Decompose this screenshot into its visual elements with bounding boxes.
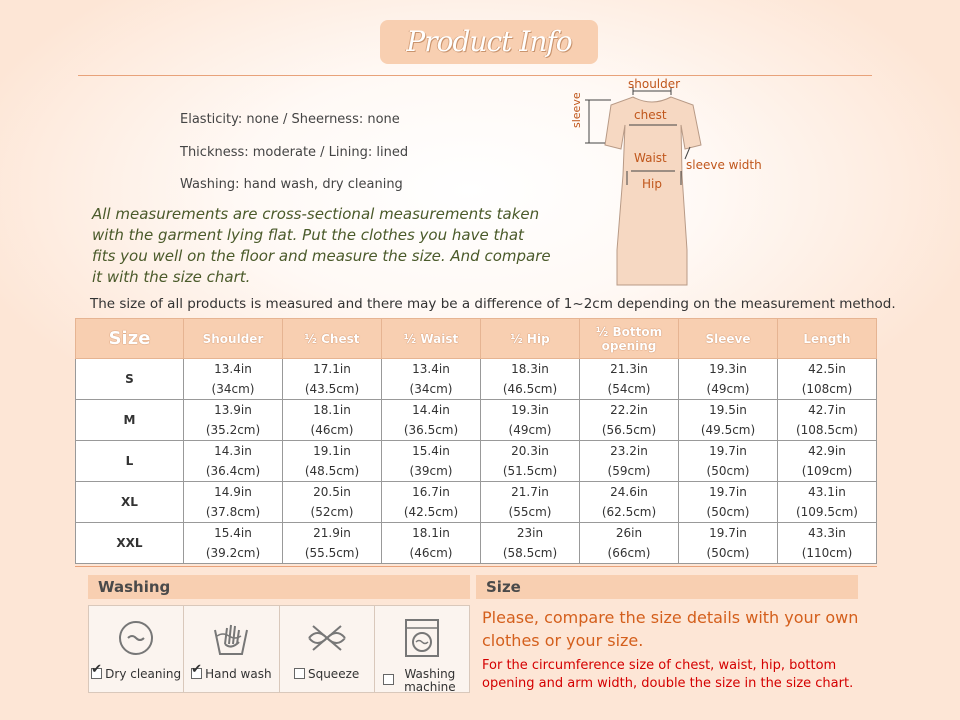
measure-cm: (46cm): [409, 546, 453, 560]
measure-cm: (36.4cm): [205, 464, 261, 478]
measure-inches: 26in: [615, 526, 643, 540]
measure-inches: 14.3in: [214, 444, 252, 458]
header-length: Length: [778, 319, 877, 359]
measure-cm: (55.5cm): [304, 546, 360, 560]
measurement-disclaimer: The size of all products is measured and there may be a difference of 1~2cm depending on the measurement method.: [90, 296, 896, 312]
measure-inches: 18.1in: [412, 526, 450, 540]
measure-inches: 42.5in: [808, 362, 846, 376]
measure-inches: 19.3in: [709, 362, 747, 376]
measure-inches: 42.9in: [808, 444, 846, 458]
measure-cm: (55cm): [508, 505, 552, 519]
table-cell: [481, 523, 580, 564]
table-cell: [580, 441, 679, 482]
measurement-note: All measurements are cross-sectional measurements taken with the garment lying flat. Put the clothes you have that fits you well on the floor and measure the size. And compare it with the size chart.: [92, 205, 551, 286]
measure-inches: 19.5in: [709, 403, 747, 417]
measure-cm: (50cm): [706, 505, 750, 519]
measure-inches: 15.4in: [412, 444, 450, 458]
measure-inches: 23.2in: [610, 444, 648, 458]
table-cell: [382, 400, 481, 441]
table-cell: [679, 523, 778, 564]
table-cell: [184, 523, 283, 564]
size-label: L: [76, 441, 184, 482]
measure-cm: (52cm): [310, 505, 354, 519]
dry-cleaning-icon: [114, 616, 158, 660]
table-cell: [184, 482, 283, 523]
measure-inches: 19.7in: [709, 444, 747, 458]
table-cell: [283, 482, 382, 523]
table-cell: [481, 482, 580, 523]
header-shoulder: Shoulder: [184, 319, 283, 359]
measure-cm: (56.5cm): [601, 423, 657, 437]
wash-item-dry-cleaning: [89, 606, 184, 692]
table-cell: [778, 482, 877, 523]
diagram-shoulder-label: shoulder: [628, 77, 681, 91]
diagram-hip-label: Hip: [642, 177, 662, 191]
measure-inches: 13.9in: [214, 403, 252, 417]
washing-machine-label: Washing machine: [404, 667, 456, 694]
table-cell: [481, 400, 580, 441]
measure-inches: 18.3in: [511, 362, 549, 376]
page-title: Product Info: [406, 25, 572, 58]
measure-cm: (34cm): [211, 382, 255, 396]
hand-wash-label: Hand wash: [205, 667, 272, 681]
size-chart-header-row: [76, 319, 877, 359]
washing-machine-checkbox: [383, 674, 394, 685]
spec-thickness: Thickness: moderate / Lining: lined: [180, 145, 409, 160]
measure-inches: 43.1in: [808, 485, 846, 499]
measure-cm: (39cm): [409, 464, 453, 478]
hand-wash-icon: [209, 616, 253, 660]
washing-heading: Washing: [88, 575, 470, 599]
measure-inches: 43.3in: [808, 526, 846, 540]
measure-cm: (46.5cm): [502, 382, 558, 396]
table-cell: [778, 359, 877, 400]
table-row: [76, 482, 877, 523]
size-label: XL: [76, 482, 184, 523]
table-cell: [778, 523, 877, 564]
spec-washing: Washing: hand wash, dry cleaning: [180, 177, 403, 192]
measure-cm: (62.5cm): [601, 505, 657, 519]
measure-inches: 13.4in: [412, 362, 450, 376]
section-divider: [75, 566, 877, 567]
wash-item-squeeze: [280, 606, 375, 692]
measure-cm: (54cm): [607, 382, 651, 396]
size-chart-table: [75, 318, 877, 564]
table-cell: [580, 359, 679, 400]
wash-item-hand-wash: [184, 606, 279, 692]
table-cell: [283, 441, 382, 482]
washing-machine-icon: [400, 616, 444, 660]
table-cell: [778, 441, 877, 482]
measure-inches: 18.1in: [313, 403, 351, 417]
measure-inches: 19.3in: [511, 403, 549, 417]
measure-inches: 21.3in: [610, 362, 648, 376]
table-cell: [382, 523, 481, 564]
measure-inches: 19.7in: [709, 485, 747, 499]
table-cell: [184, 441, 283, 482]
squeeze-checkbox: [294, 668, 305, 679]
table-cell: [382, 482, 481, 523]
table-row: [76, 400, 877, 441]
measure-cm: (59cm): [607, 464, 651, 478]
measure-inches: 17.1in: [313, 362, 351, 376]
measure-inches: 13.4in: [214, 362, 252, 376]
table-cell: [283, 359, 382, 400]
header-size: Size: [76, 319, 184, 359]
measure-cm: (39.2cm): [205, 546, 261, 560]
table-cell: [679, 441, 778, 482]
size-compare-note: Please, compare the size details with your own clothes or your size.: [482, 608, 859, 650]
size-label: XXL: [76, 523, 184, 564]
header-waist: ½ Waist: [382, 319, 481, 359]
size-label: M: [76, 400, 184, 441]
table-cell: [580, 523, 679, 564]
measure-cm: (50cm): [706, 546, 750, 560]
measure-cm: (35.2cm): [205, 423, 261, 437]
measure-inches: 15.4in: [214, 526, 252, 540]
table-cell: [778, 400, 877, 441]
table-cell: [580, 482, 679, 523]
measure-inches: 19.7in: [709, 526, 747, 540]
hand-wash-checkbox: [191, 668, 202, 679]
measure-cm: (49cm): [508, 423, 552, 437]
header-hip: ½ Hip: [481, 319, 580, 359]
dress-diagram: [575, 75, 775, 295]
measure-inches: 20.3in: [511, 444, 549, 458]
measure-cm: (48.5cm): [304, 464, 360, 478]
diagram-chest-label: chest: [634, 108, 667, 122]
measure-cm: (58.5cm): [502, 546, 558, 560]
dry-cleaning-checkbox: [91, 668, 102, 679]
measure-inches: 19.1in: [313, 444, 351, 458]
spec-elasticity: Elasticity: none / Sheerness: none: [180, 112, 400, 127]
measure-cm: (46cm): [310, 423, 354, 437]
measure-inches: 23in: [516, 526, 544, 540]
diagram-sleeve-width-label: sleeve width: [686, 158, 762, 172]
table-cell: [679, 359, 778, 400]
size-circumference-note: For the circumference size of chest, waist, hip, bottom opening and arm width, double the size in the size chart.: [482, 658, 854, 691]
measure-cm: (109.5cm): [795, 505, 858, 519]
table-cell: [184, 359, 283, 400]
table-cell: [481, 359, 580, 400]
measure-cm: (109cm): [801, 464, 853, 478]
measure-cm: (108.5cm): [795, 423, 858, 437]
measure-cm: (37.8cm): [205, 505, 261, 519]
measure-inches: 16.7in: [412, 485, 450, 499]
measure-cm: (49.5cm): [700, 423, 756, 437]
washing-icons-panel: [88, 605, 470, 693]
table-cell: [283, 400, 382, 441]
measure-cm: (51.5cm): [502, 464, 558, 478]
measure-cm: (66cm): [607, 546, 651, 560]
table-cell: [580, 400, 679, 441]
table-cell: [382, 359, 481, 400]
measure-inches: 21.7in: [511, 485, 549, 499]
measure-inches: 24.6in: [610, 485, 648, 499]
measure-cm: (36.5cm): [403, 423, 459, 437]
measure-cm: (43.5cm): [304, 382, 360, 396]
measure-cm: (49cm): [706, 382, 750, 396]
measure-inches: 42.7in: [808, 403, 846, 417]
table-cell: [382, 441, 481, 482]
header-chest: ½ Chest: [283, 319, 382, 359]
table-row: [76, 441, 877, 482]
wash-item-washing-machine: [375, 606, 469, 692]
header-sleeve: Sleeve: [679, 319, 778, 359]
size-heading: Size: [476, 575, 858, 599]
table-cell: [184, 400, 283, 441]
dry-cleaning-label: Dry cleaning: [105, 667, 182, 681]
size-label: S: [76, 359, 184, 400]
table-cell: [481, 441, 580, 482]
squeeze-label: Squeeze: [307, 667, 360, 681]
measure-inches: 21.9in: [313, 526, 351, 540]
no-wring-icon: [305, 616, 349, 660]
table-cell: [679, 400, 778, 441]
measure-cm: (42.5cm): [403, 505, 459, 519]
measure-cm: (110cm): [801, 546, 853, 560]
measure-cm: (50cm): [706, 464, 750, 478]
measure-inches: 22.2in: [610, 403, 648, 417]
table-cell: [283, 523, 382, 564]
measure-cm: (34cm): [409, 382, 453, 396]
table-row: [76, 523, 877, 564]
measure-inches: 20.5in: [313, 485, 351, 499]
table-cell: [679, 482, 778, 523]
diagram-waist-label: Waist: [634, 151, 667, 165]
measure-inches: 14.4in: [412, 403, 450, 417]
measure-inches: 14.9in: [214, 485, 252, 499]
diagram-sleeve-label: sleeve: [570, 92, 583, 128]
table-row: [76, 359, 877, 400]
header-bottom-opening: ½ Bottom opening: [580, 319, 679, 359]
measure-cm: (108cm): [801, 382, 853, 396]
